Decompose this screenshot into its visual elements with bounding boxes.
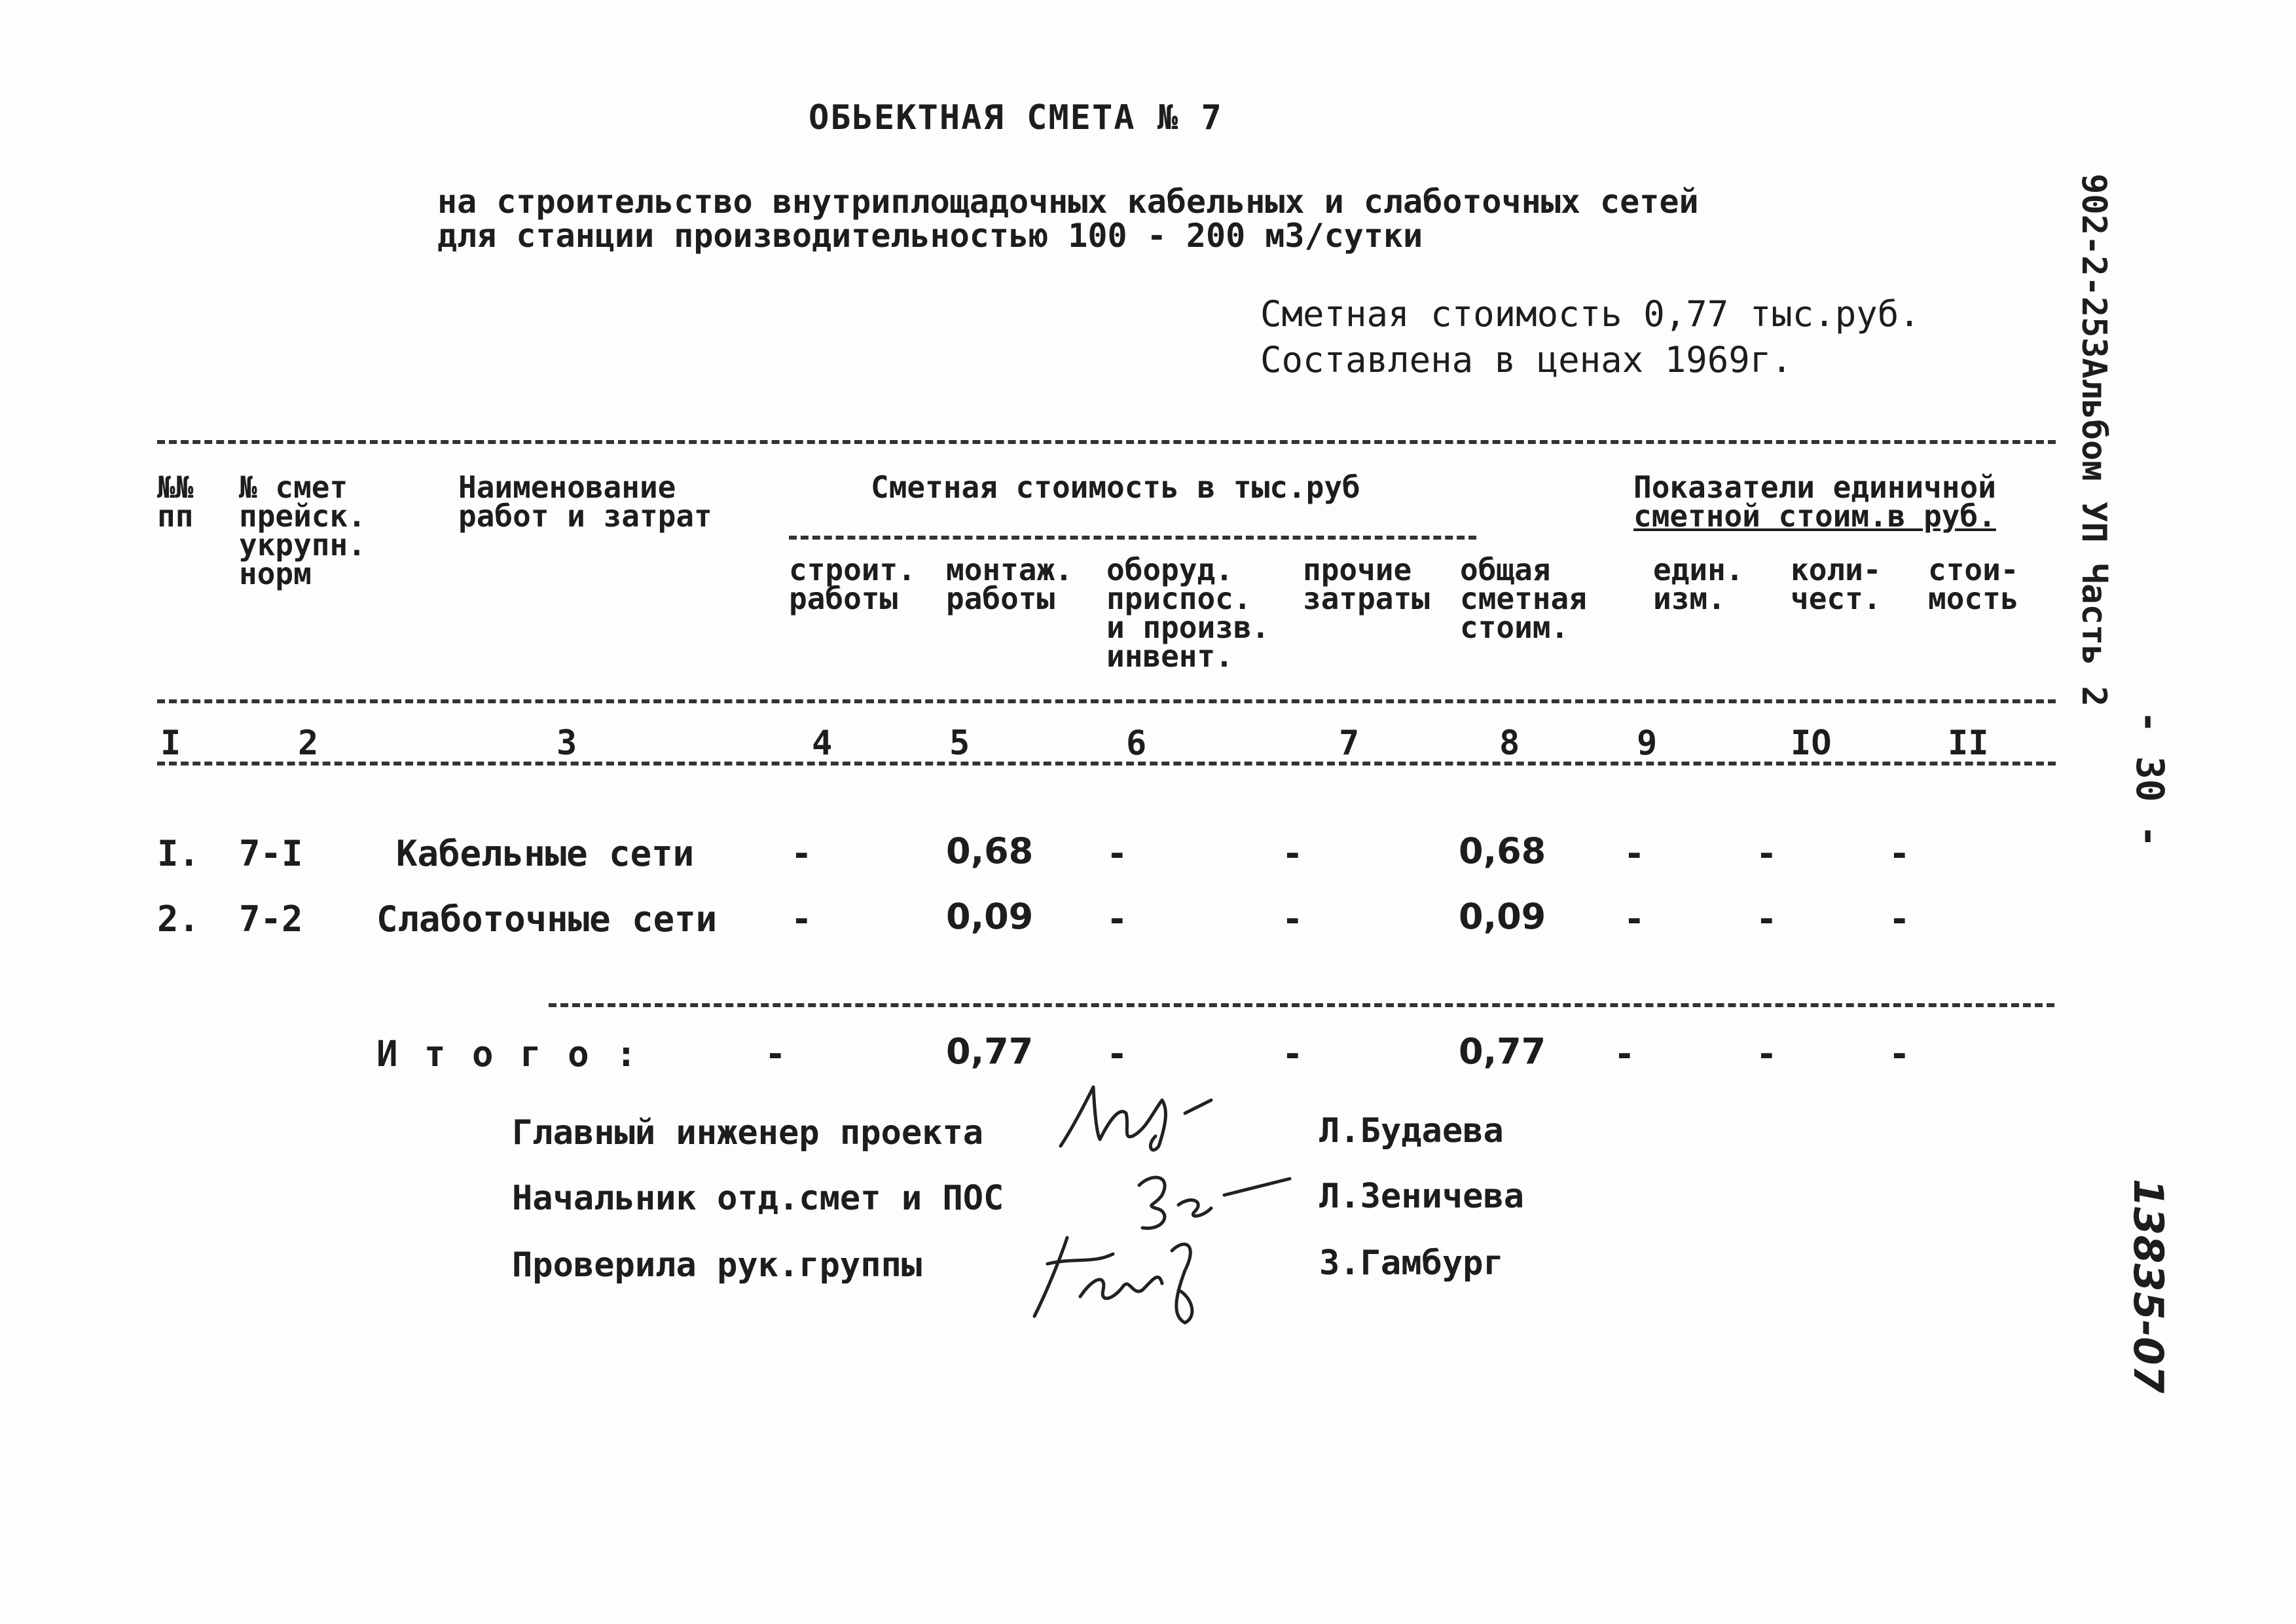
total-c8: 0,77 xyxy=(1459,1031,1546,1072)
row2-code: 7-2 xyxy=(239,898,303,940)
column-number-3: 3 xyxy=(556,724,577,763)
total-c9: - xyxy=(1614,1033,1635,1075)
row2-c10: - xyxy=(1756,898,1777,940)
header-col1: №№ пп xyxy=(157,470,194,534)
header-col9: един. изм. xyxy=(1653,552,1744,616)
column-number-8: 8 xyxy=(1499,724,1520,763)
row2-name: Слаботочные сети xyxy=(376,898,718,940)
column-number-9: 9 xyxy=(1637,724,1658,763)
header-group-cost: Сметная стоимость в тыс.руб xyxy=(871,470,1360,505)
signature-name-3: З.Гамбург xyxy=(1319,1244,1504,1283)
header-col2: № смет прейск. укрупн. норм xyxy=(239,470,366,591)
handwritten-signature-1 xyxy=(1048,1074,1224,1159)
row1-c8: 0,68 xyxy=(1459,830,1546,872)
row1-c9: - xyxy=(1624,833,1645,874)
column-number-4: 4 xyxy=(812,724,833,763)
header-bottom-rule xyxy=(157,699,2056,703)
signature-name-2: Л.Зеничева xyxy=(1319,1177,1525,1216)
column-number-1: I xyxy=(160,724,181,763)
row1-c5: 0,68 xyxy=(946,830,1034,872)
row2-c5: 0,09 xyxy=(946,896,1034,937)
row2-c7: - xyxy=(1282,898,1303,940)
column-number-10: IO xyxy=(1791,724,1832,763)
row1-name: Кабельные сети xyxy=(396,833,695,874)
row2-c6: - xyxy=(1106,898,1128,940)
row1-c11: - xyxy=(1889,833,1910,874)
total-c5: 0,77 xyxy=(946,1031,1034,1072)
total-rule xyxy=(549,1003,2054,1007)
row2-c11: - xyxy=(1889,898,1910,940)
row2-c8: 0,09 xyxy=(1459,896,1546,937)
column-number-11: II xyxy=(1948,724,1989,763)
total-c10: - xyxy=(1756,1033,1777,1075)
header-col8: общая сметная стоим. xyxy=(1460,552,1587,645)
header-col11: стои- мость xyxy=(1928,552,2019,616)
column-number-6: 6 xyxy=(1126,724,1147,763)
archive-number: 13835-07 xyxy=(2124,1179,2172,1393)
header-col4: строит. работы xyxy=(789,552,916,616)
side-document-code: 902-2-253Альбом УП Часть 2 xyxy=(2074,174,2113,707)
column-number-5: 5 xyxy=(949,724,970,763)
header-col7: прочие затраты xyxy=(1303,552,1430,616)
header-group-indicators: Показатели единичной сметной стоим.в руб. xyxy=(1633,470,1996,534)
header-group-rule xyxy=(789,536,1476,540)
document-subtitle-line1: на строительство внутриплощадочных кабельных и слаботочных сетей xyxy=(437,183,1699,221)
header-col10: коли- чест. xyxy=(1791,552,1882,616)
row2-c9: - xyxy=(1624,898,1645,940)
signature-role-1: Главный инженер проекта xyxy=(512,1113,984,1153)
document-subtitle-line2: для станции производительностью 100 - 200 м3/сутки xyxy=(437,217,1423,255)
total-label: И т о г о : xyxy=(376,1033,640,1075)
row1-c7: - xyxy=(1282,833,1303,874)
header-col5: монтаж. работы xyxy=(946,552,1073,616)
row2-number: 2. xyxy=(157,898,200,940)
total-c7: - xyxy=(1282,1033,1303,1075)
total-c6: - xyxy=(1106,1033,1128,1075)
column-numbers-rule xyxy=(157,762,2056,766)
prices-year: Составлена в ценах 1969г. xyxy=(1260,339,1793,380)
column-number-7: 7 xyxy=(1339,724,1360,763)
header-col6: оборуд. приспос. и произв. инвент. xyxy=(1106,552,1270,674)
page-number: - 30 - xyxy=(2128,710,2172,848)
signature-name-1: Л.Будаева xyxy=(1319,1111,1504,1151)
header-col3: Наименование работ и затрат xyxy=(458,470,712,534)
total-c4: - xyxy=(765,1033,786,1075)
row1-number: I. xyxy=(157,833,200,874)
signature-role-3: Проверила рук.группы xyxy=(512,1246,922,1285)
row1-code: 7-I xyxy=(239,833,303,874)
signature-role-2: Начальник отд.смет и ПОС xyxy=(512,1179,1004,1218)
total-c11: - xyxy=(1889,1033,1910,1075)
row1-c4: - xyxy=(791,833,812,874)
handwritten-signature-3 xyxy=(1021,1225,1231,1329)
column-number-2: 2 xyxy=(298,724,319,763)
header-top-rule xyxy=(157,440,2056,444)
row2-c4: - xyxy=(791,898,812,940)
row1-c6: - xyxy=(1106,833,1128,874)
estimated-cost: Сметная стоимость 0,77 тыс.руб. xyxy=(1260,293,1920,335)
row1-c10: - xyxy=(1756,833,1777,874)
document-title: ОБЬЕКТНАЯ СМЕТА № 7 xyxy=(809,98,1223,138)
